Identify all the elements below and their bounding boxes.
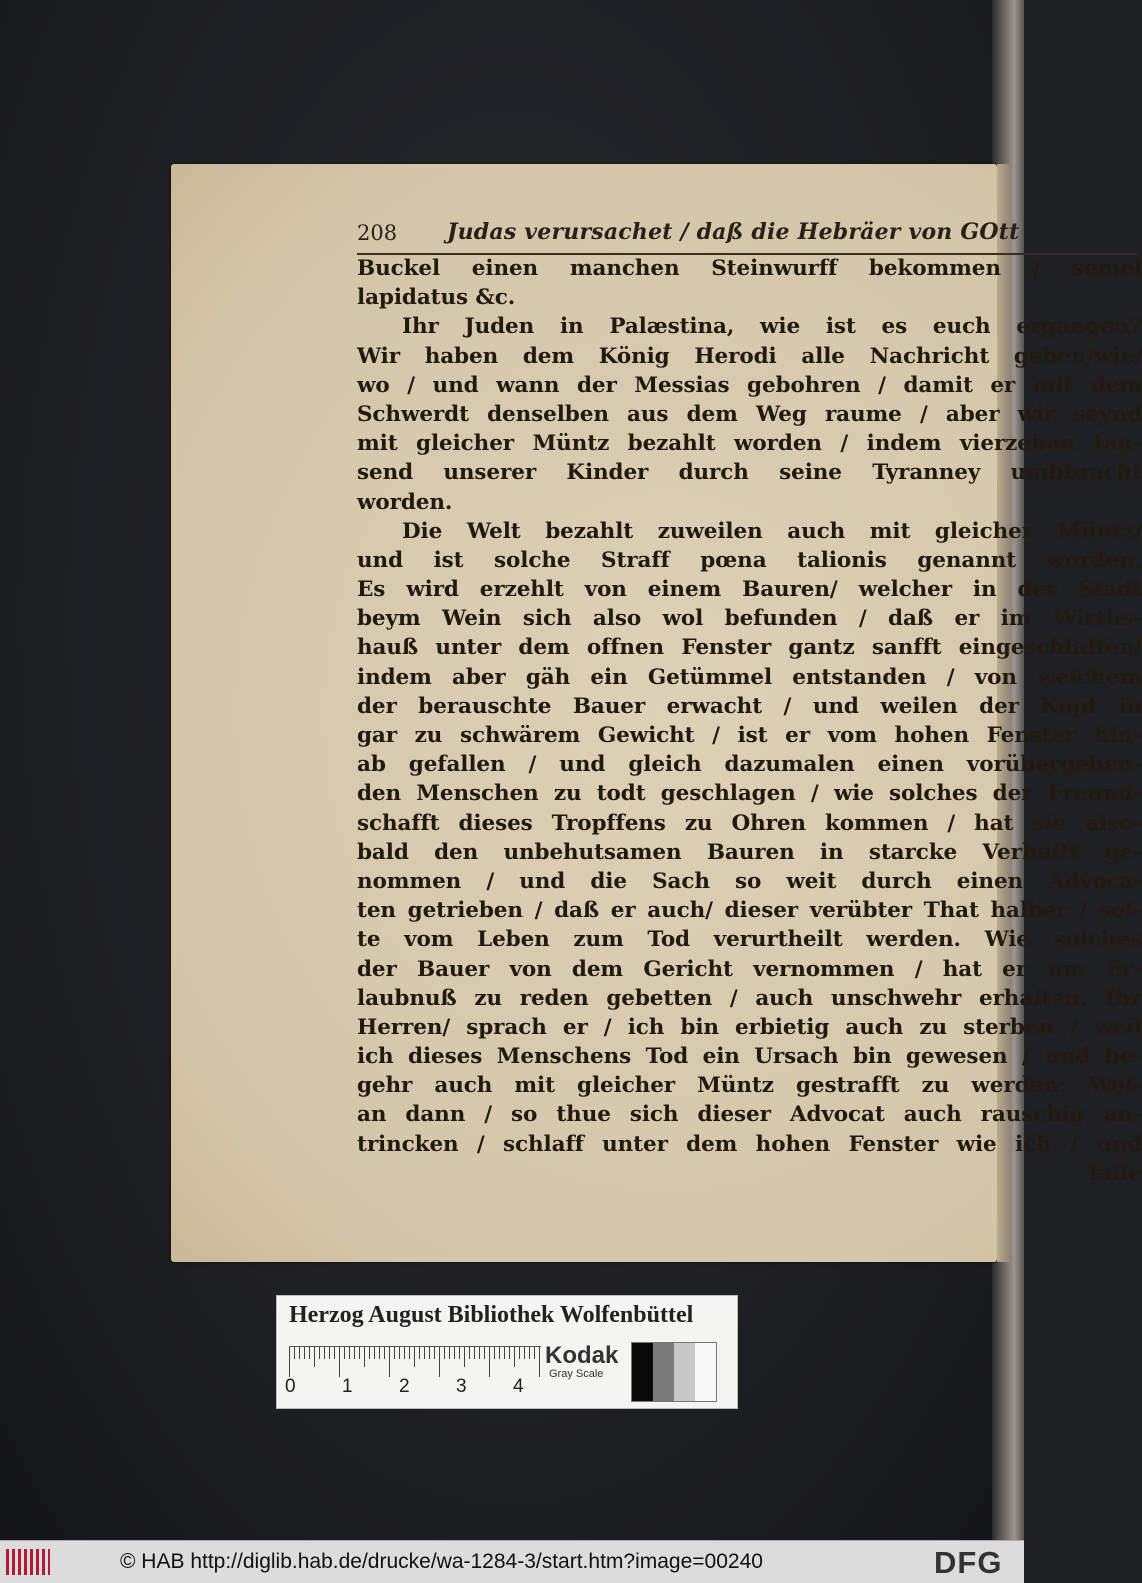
text-line: Herren/ sprach er / ich bin erbietig auch zu sterben / weil — [357, 1014, 1142, 1040]
ruler-tick — [524, 1347, 525, 1359]
ruler-tick — [329, 1347, 330, 1359]
text-line: mit gleicher Müntz bezahlt worden / indem vierzehen tau- — [357, 431, 1142, 457]
text-line: Die Welt bezahlt zuweilen auch mit gleicher Müntz/ — [402, 518, 1142, 544]
catchword: falle — [1089, 1160, 1142, 1186]
ruler-tick — [409, 1347, 410, 1359]
ruler-tick — [299, 1347, 300, 1359]
ruler-tick — [364, 1347, 365, 1367]
text-line: te vom Leben zum Tod verurtheilt werden. Wie solches — [357, 927, 1142, 953]
ruler-tick — [319, 1347, 320, 1359]
ruler-tick — [439, 1347, 440, 1377]
ruler-labels — [285, 1376, 545, 1400]
text-line: und ist solche Straff pœna talionis genannt worden. — [357, 547, 1142, 573]
ruler-tick — [534, 1347, 535, 1359]
gray-swatch — [632, 1343, 653, 1401]
text-line: wo / und wann der Messias gebohren / damit er mit dem — [357, 372, 1142, 398]
running-head: Judas verursachet / daß die Hebräer von GOtt — [447, 219, 1020, 245]
ruler-tick — [344, 1347, 345, 1359]
ruler-tick — [294, 1347, 295, 1359]
ruler-tick — [304, 1347, 305, 1359]
ruler-tick — [454, 1347, 455, 1359]
text-line: ich dieses Menschens Tod ein Ursach bin gewesen / und be- — [357, 1044, 1142, 1070]
viewer-footer — [0, 1540, 1024, 1583]
color-reference-card — [276, 1295, 738, 1409]
gray-scale-label: Gray Scale — [549, 1368, 604, 1380]
text-line: beym Wein sich also wol befunden / daß er im Wirths- — [357, 606, 1142, 632]
ruler-tick — [314, 1347, 315, 1367]
gray-scale-swatches — [631, 1342, 717, 1402]
text-line: der berauschte Bauer erwacht / und weilen der Kopf in — [357, 693, 1142, 719]
gray-swatch — [653, 1343, 674, 1401]
text-line: Wir haben dem König Herodi alle Nachricht geben/wie/ — [357, 343, 1142, 369]
ruler-tick — [494, 1347, 495, 1359]
ruler-tick — [509, 1347, 510, 1359]
ruler-tick — [379, 1347, 380, 1359]
ruler-tick — [529, 1347, 530, 1359]
text-line: send unserer Kinder durch seine Tyranney umbbracht — [357, 460, 1142, 486]
measurement-ruler — [289, 1346, 541, 1377]
kodak-logo: Kodak — [545, 1342, 619, 1369]
ruler-tick — [334, 1347, 335, 1359]
page-header — [357, 219, 1137, 255]
text-line: Es wird erzehlt von einem Bauren/ welcher in der Stadt — [357, 577, 1142, 603]
ruler-tick — [459, 1347, 460, 1359]
ruler-tick — [359, 1347, 360, 1359]
ruler-tick — [484, 1347, 485, 1359]
text-line: ab gefallen / und gleich dazumalen einen vorübergehen- — [357, 752, 1142, 778]
text-line: gehr auch mit gleicher Müntz gestrafft zu werden: Wol- — [357, 1073, 1142, 1099]
ruler-tick — [289, 1347, 290, 1377]
dfg-logo: DFG — [934, 1545, 1003, 1580]
text-line: den Menschen zu todt geschlagen / wie solches der Freund- — [357, 781, 1142, 807]
ruler-tick — [514, 1347, 515, 1367]
library-name: Herzog August Bibliothek Wolfenbüttel — [289, 1302, 694, 1328]
text-line: gar zu schwärem Gewicht / ist er vom hohen Fenster hin- — [357, 723, 1142, 748]
page-text-block — [357, 254, 1142, 1188]
ruler-tick — [519, 1347, 520, 1359]
text-line: Schwerdt denselben aus dem Weg raume / aber wir seynd — [357, 401, 1142, 427]
text-line: lapidatus &c. — [357, 285, 516, 311]
ruler-tick — [539, 1347, 540, 1377]
text-line: bald den unbehutsamen Bauren in starcke Verhafft ge- — [357, 839, 1142, 865]
gray-swatch — [674, 1343, 695, 1401]
text-line: hauß unter dem offnen Fenster gantz sanfft eingeschlaffen/ — [357, 635, 1142, 661]
book-page — [171, 164, 1142, 1262]
ruler-label: 4 — [513, 1376, 524, 1397]
gray-swatch — [695, 1343, 716, 1401]
text-line: an dann / so thue sich dieser Advocat auch rauschig an- — [357, 1102, 1142, 1128]
ruler-tick — [389, 1347, 390, 1377]
ruler-tick — [339, 1347, 340, 1377]
ruler-label: 0 — [285, 1376, 296, 1397]
ruler-tick — [429, 1347, 430, 1359]
ruler-tick — [469, 1347, 470, 1359]
ruler-label: 1 — [342, 1376, 353, 1397]
hab-barcode-logo-icon — [6, 1549, 50, 1575]
ruler-tick — [474, 1347, 475, 1359]
ruler-tick — [399, 1347, 400, 1359]
text-line: laubnuß zu reden gebetten / auch unschwehr erhalten. Ihr — [357, 985, 1142, 1011]
text-line: schafft dieses Tropffens zu Ohren kommen / hat sie also- — [357, 810, 1142, 836]
ruler-tick — [449, 1347, 450, 1359]
ruler-tick — [424, 1347, 425, 1359]
ruler-tick — [434, 1347, 435, 1359]
ruler-tick — [489, 1347, 490, 1377]
ruler-tick — [504, 1347, 505, 1359]
ruler-tick — [369, 1347, 370, 1359]
ruler-tick — [414, 1347, 415, 1367]
ruler-tick — [374, 1347, 375, 1359]
ruler-tick — [404, 1347, 405, 1359]
text-line: ten getrieben / daß er auch/ dieser verübter That halber / sol- — [357, 898, 1142, 924]
ruler-tick — [419, 1347, 420, 1359]
text-line: der Bauer von dem Gericht vernommen / hat er um Er- — [357, 956, 1142, 982]
ruler-label: 2 — [399, 1376, 410, 1397]
ruler-tick — [479, 1347, 480, 1359]
text-line: worden. — [357, 489, 453, 515]
ruler-tick — [384, 1347, 385, 1359]
text-line: Buckel einen manchen Steinwurff bekommen / semel — [357, 256, 1142, 281]
ruler-tick — [499, 1347, 500, 1359]
copyright-url[interactable]: © HAB http://diglib.hab.de/drucke/wa-1284-3/start.htm?image=00240 — [120, 1550, 763, 1573]
ruler-tick — [324, 1347, 325, 1359]
ruler-label: 3 — [456, 1376, 467, 1397]
ruler-tick — [464, 1347, 465, 1367]
page-number: 208 — [357, 221, 398, 245]
text-line: trincken / schlaff unter dem hohen Fenster wie ich / und — [357, 1131, 1142, 1157]
ruler-tick — [354, 1347, 355, 1359]
ruler-tick — [349, 1347, 350, 1359]
ruler-tick — [309, 1347, 310, 1359]
ruler-tick — [444, 1347, 445, 1359]
ruler-tick — [394, 1347, 395, 1359]
text-line: indem aber gäh ein Getümmel entstanden / von welchem — [357, 664, 1142, 690]
text-line: Ihr Juden in Palæstina, wie ist es euch ergangen? — [402, 314, 1142, 340]
text-line: nommen / und die Sach so weit durch einen Advoca- — [357, 868, 1142, 894]
